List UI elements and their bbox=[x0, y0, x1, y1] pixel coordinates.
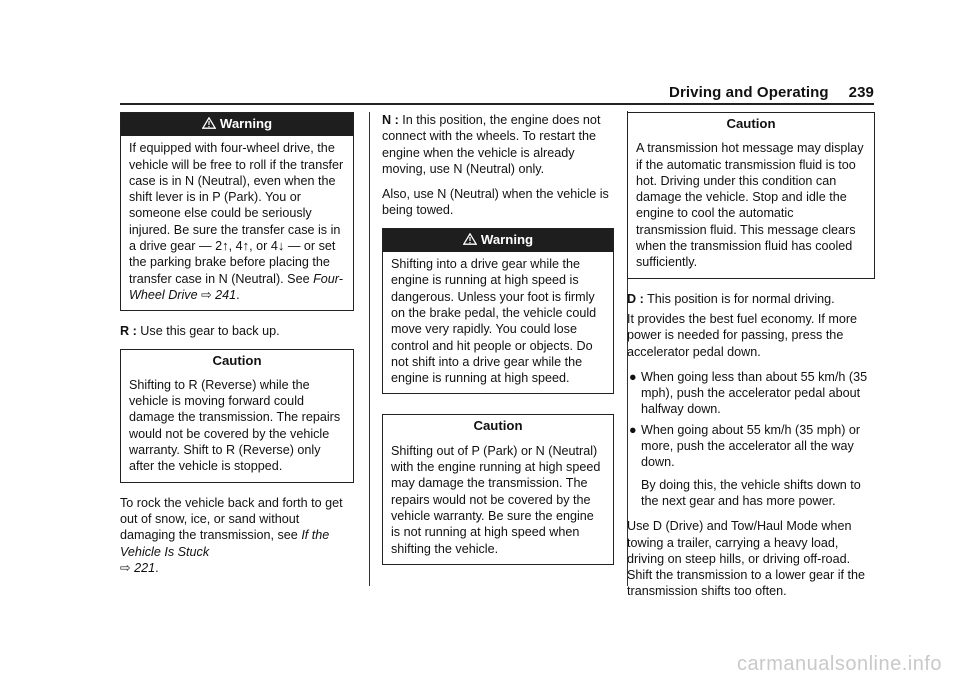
watermark: carmanualsonline.info bbox=[736, 653, 942, 675]
page-ref-icon: ⇨ bbox=[201, 287, 212, 302]
warning-text: , 4 bbox=[228, 239, 243, 254]
caution-title: Caution bbox=[212, 352, 262, 368]
bullet-icon: ● bbox=[629, 422, 637, 437]
caution-box-transmission-hot bbox=[627, 112, 875, 279]
warning-title: Warning bbox=[219, 116, 273, 131]
caution-text: Shifting out of P (Park) or N (Neutral) with the engine running at high speed may damage the transmission. The repairs would not be covered by the vehicle warranty. Be sure the engine is not running at high speed when shifting the vehicle. bbox=[391, 443, 601, 556]
body-text: It provides the best fuel economy. If more power is needed for passing, press the accelerator pedal down. bbox=[627, 311, 858, 359]
four-wheel-drive-link[interactable]: Four-Wheel Drive bbox=[129, 271, 343, 302]
warning-text: Shifting into a drive gear while the engine is running at high speed is dangerous. Unless your foot is firmly on the brake pedal, the vehicle could move very rapidly. You could lose control and hit people or objects. Do not shift into a drive gear while the engine is running at high speed. bbox=[391, 257, 597, 386]
warning-body bbox=[121, 136, 353, 310]
gear-description: This position is for normal driving. bbox=[643, 291, 835, 306]
page-number: 239 bbox=[848, 84, 874, 101]
column-3 bbox=[627, 112, 875, 609]
vehicle-stuck-link[interactable]: If the Vehicle Is Stuck bbox=[120, 528, 330, 559]
rock-paragraph bbox=[120, 495, 354, 576]
column-divider bbox=[369, 112, 370, 586]
list-item bbox=[627, 422, 875, 471]
gear-description: Use this gear to back up. bbox=[136, 324, 280, 339]
bullet-icon: ● bbox=[629, 369, 637, 384]
caution-text: A transmission hot message may display if the automatic transmission fluid is too hot. Driving under this condition can damage the vehicle. Stop and idle the engine to cool the automatic transmission fluid. This message clears when the transmission fluid has cooled sufficiently. bbox=[636, 141, 864, 270]
list-item-text: When going about 55 km/h (35 mph) or more, push the accelerator all the way down. bbox=[641, 422, 861, 470]
warning-heading bbox=[121, 113, 353, 136]
caution-title: Caution bbox=[473, 418, 523, 434]
page-header bbox=[669, 84, 874, 101]
gear-label: D : bbox=[627, 291, 644, 306]
section-title: Driving and Operating bbox=[669, 84, 829, 101]
gear-r-paragraph bbox=[120, 323, 354, 339]
warning-box-four-wheel bbox=[120, 112, 354, 311]
caution-title: Caution bbox=[726, 116, 776, 131]
gear-description: In this position, the engine does not connect with the wheels. To restart the engine when the vehicle is already moving, use N (Neutral) only. bbox=[382, 113, 601, 176]
gear-n-paragraph bbox=[382, 112, 614, 177]
page-ref-icon: ⇨ bbox=[120, 560, 131, 575]
gear-label: N : bbox=[382, 113, 399, 127]
punctuation: . bbox=[236, 287, 240, 302]
body-text: Also, use N (Neutral) when the vehicle is being towed. bbox=[382, 187, 609, 218]
warning-text: , or 4 bbox=[249, 239, 278, 254]
warning-text: — or set the parking brake before placing the transfer case in N (Neutral). See bbox=[129, 239, 336, 286]
bullet-list bbox=[627, 369, 875, 471]
column-2 bbox=[382, 112, 614, 577]
warning-triangle-icon bbox=[463, 233, 477, 245]
warning-text: If equipped with four-wheel drive, the vehicle will be free to roll if the transfer case is in N (Neutral), even when the shift lever is in P (Park). You or someone else could be seriously injured. Be sure the transfer case is in a drive gear — 2 bbox=[129, 141, 344, 254]
warning-box-high-speed bbox=[382, 228, 614, 395]
warning-title: Warning bbox=[480, 231, 534, 247]
column-1 bbox=[120, 112, 354, 585]
caution-box-shifting bbox=[382, 414, 614, 564]
punctuation: . bbox=[155, 560, 159, 575]
down-arrow-icon: ↓ bbox=[277, 238, 285, 254]
gear-d-paragraph bbox=[627, 291, 875, 307]
body-text: Use D (Drive) and Tow/Haul Mode when towing a trailer, carrying a heavy load, driving on steep hills, or driving off-road. Shift the transmission to a lower gear if the transmission shifts too often. bbox=[627, 519, 865, 599]
header-rule bbox=[120, 103, 874, 105]
caution-text: Shifting to R (Reverse) while the vehicle is moving forward could damage the transmission. The repairs would not be covered by the vehicle warranty. Shift to R (Reverse) only after the vehicle is stopped. bbox=[129, 377, 341, 474]
page-ref-number[interactable]: 221 bbox=[134, 560, 156, 575]
up-arrow-icon: ↑ bbox=[222, 238, 229, 254]
warning-heading bbox=[383, 229, 613, 252]
gear-label: R : bbox=[120, 324, 137, 339]
list-item-text: When going less than about 55 km/h (35 mph), push the accelerator pedal about halfway down. bbox=[641, 369, 868, 417]
caution-box-reverse bbox=[120, 349, 354, 483]
list-item bbox=[627, 369, 875, 418]
up-arrow-icon: ↑ bbox=[242, 238, 250, 254]
page-ref-number[interactable]: 241 bbox=[215, 287, 237, 302]
body-text: To rock the vehicle back and forth to get out of snow, ice, or sand without damaging the transmission, see bbox=[120, 495, 343, 543]
bullet-subtext: By doing this, the vehicle shifts down to the next gear and has more power. bbox=[641, 477, 861, 508]
warning-triangle-icon bbox=[202, 117, 216, 129]
